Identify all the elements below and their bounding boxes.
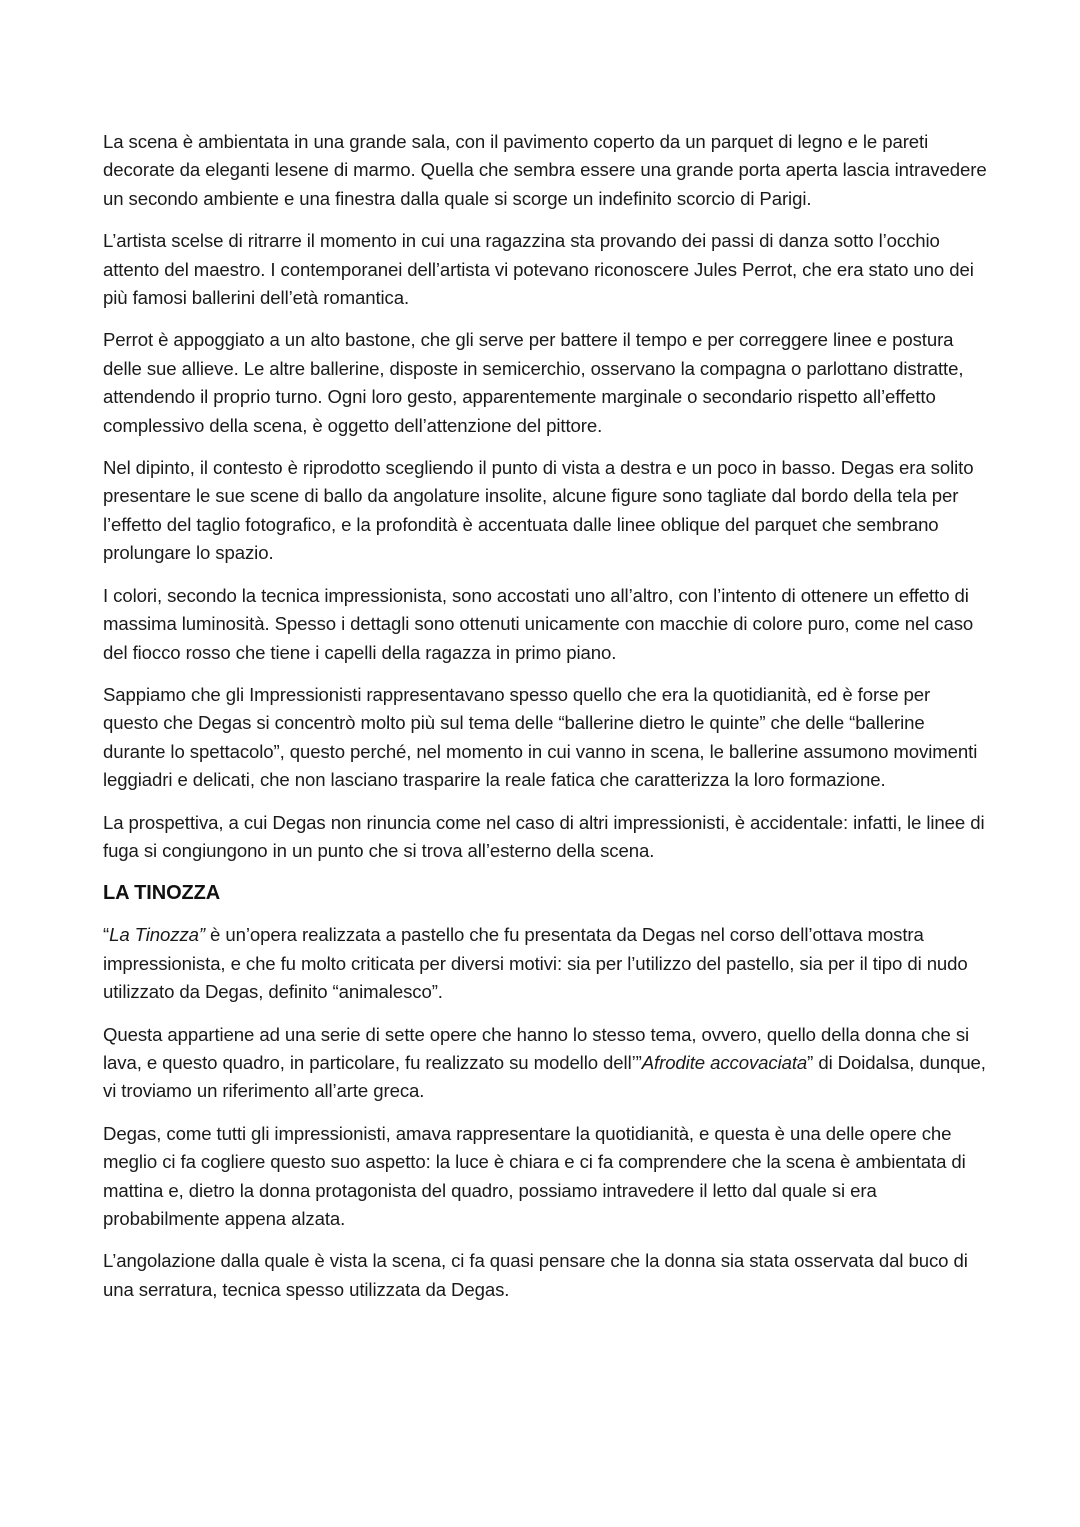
- paragraph: Sappiamo che gli Impressionisti rappresentavano spesso quello che era la quotidianità, ed è forse per questo che Degas si concentrò molto più sul tema delle “ballerine dietro le quinte” che delle “ballerine durante lo spettacolo”, questo perché, nel momento in cui vanno in scena, le ballerine assumono movimenti leggiadri e delicati, che non lasciano trasparire la reale fatica che caratterizza la loro formazione.: [103, 683, 978, 791]
- paragraph: Perrot è appoggiato a un alto bastone, che gli serve per battere il tempo e per correggere linee e postura delle sue allieve. Le altre ballerine, disposte in semicerchio, osservano la compagna o parlottano distratte, attendendo il proprio turno. Ogni loro gesto, apparentemente marginale o secondario rispetto all’effetto complessivo della scena, è oggetto dell’attenzione del pittore.: [103, 329, 964, 436]
- section-heading: LA TINOZZA: [103, 882, 221, 905]
- paragraph: [103, 1021, 988, 1106]
- artwork-title: La Tinozza”: [109, 924, 205, 946]
- document-page: [103, 128, 988, 1318]
- quote-mark: “: [103, 924, 110, 946]
- paragraph-text: ” di Doidalsa, dunque, vi troviamo un riferimento all’arte greca.: [103, 1051, 986, 1102]
- paragraph: L’angolazione dalla quale è vista la scena, ci fa quasi pensare che la donna sia stata osservata dal buco di una serratura, tecnica spesso utilizzata da Degas.: [103, 1250, 968, 1300]
- paragraph: Nel dipinto, il contesto è riprodotto scegliendo il punto di vista a destra e un poco in basso. Degas era solito presentare le sue scene di ballo da angolature insolite, alcune figure sono tagliate dal bordo della tela per l’effetto del taglio fotografico, e la profondità è accentuata dalle linee oblique del parquet che sembrano prolungare lo spazio.: [103, 457, 974, 564]
- paragraph: [103, 921, 988, 1006]
- paragraph: La scena è ambientata in una grande sala, con il pavimento coperto da un parquet di legno e le pareti decorate da eleganti lesene di marmo. Quella che sembra essere una grande porta aperta lascia intravedere un secondo ambiente e una finestra dalla quale si scorge un indefinito scorcio di Parigi.: [103, 131, 987, 209]
- artwork-title: Afrodite accovaciata: [641, 1051, 808, 1073]
- paragraph: L’artista scelse di ritrarre il momento in cui una ragazzina sta provando dei passi di danza sotto l’occhio attento del maestro. I contemporanei dell’artista vi potevano riconoscere Jules Perrot, che era stato uno dei più famosi ballerini dell’età romantica.: [103, 230, 974, 309]
- paragraph-text: è un’opera realizzata a pastello che fu presentata da Degas nel corso dell’ottava mostra impressionista, e che fu molto criticata per diversi motivi: sia per l’utilizzo del pastello, sia per il tipo di nudo utilizzato da Degas, definito “animalesco”.: [103, 924, 968, 1003]
- paragraph: La prospettiva, a cui Degas non rinuncia come nel caso di altri impressionisti, è accidentale: infatti, le linee di fuga si congiungono in un punto che si trova all’esterno della scena.: [103, 811, 985, 861]
- paragraph: I colori, secondo la tecnica impressionista, sono accostati uno all’altro, con l’intento di ottenere un effetto di massima luminosità. Spesso i dettagli sono ottenuti unicamente con macchie di colore puro, come nel caso del fiocco rosso che tiene i capelli della ragazza in primo piano.: [103, 584, 974, 663]
- paragraph: Degas, come tutti gli impressionisti, amava rappresentare la quotidianità, e questa è una delle opere che meglio ci fa cogliere questo suo aspetto: la luce è chiara e ci fa comprendere che la scena è ambientata di mattina e, dietro la donna protagonista del quadro, possiamo intravedere il letto dal quale si era probabilmente appena alzata.: [103, 1122, 966, 1229]
- paragraph-text: Questa appartiene ad una serie di sette opere che hanno lo stesso tema, ovvero, quello della donna che si lava, e questo quadro, in particolare, fu realizzato su modello dell’”: [103, 1023, 970, 1073]
